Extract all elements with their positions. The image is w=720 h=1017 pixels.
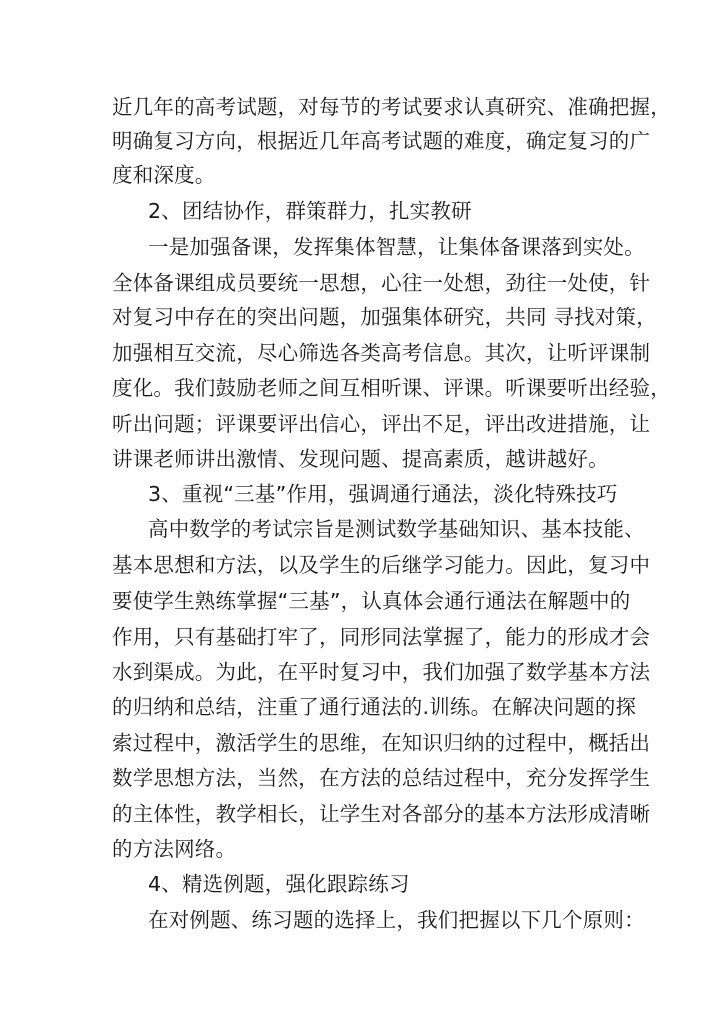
text-line: 的主体性，教学相长，让学生对各部分的基本方法形成清晰 <box>112 802 651 826</box>
text-line: 的方法网络。 <box>112 837 237 861</box>
section-heading: 3、重视“三基”作用，强调通行通法，淡化特殊技巧 <box>148 482 618 506</box>
section-heading: 2、团结协作，群策群力，扎实教研 <box>148 199 472 223</box>
section-heading: 4、精选例题，强化跟踪练习 <box>148 872 410 896</box>
text-line: 明确复习方向，根据近几年高考试题的难度，确定复习的广 <box>112 129 651 153</box>
text-line: 加强相互交流，尽心筛选各类高考信息。其次，让听评课制 <box>112 341 651 365</box>
text-line: 对复习中存在的突出问题，加强集体研究，共同 寻找对策， <box>112 305 657 329</box>
text-line: 水到渠成。为此，在平时复习中，我们加强了数学基本方法 <box>112 660 651 684</box>
text-line: 度化。我们鼓励老师之间互相听课、评课。听课要听出经验， <box>112 376 671 400</box>
text-line: 度和深度。 <box>112 163 216 187</box>
text-line: 在对例题、练习题的选择上，我们把握以下几个原则： <box>148 908 645 932</box>
text-line: 近几年的高考试题，对每节的考试要求认真研究、准确把握， <box>112 95 671 119</box>
text-line: 要使学生熟练掌握“三基”，认真体会通行通法在解题中的 <box>112 589 631 613</box>
text-line: 高中数学的考试宗旨是测试数学基础知识、基本技能、 <box>148 517 645 541</box>
text-line: 的归纳和总结，注重了通行通法的.训练。在解决问题的探 <box>112 695 637 719</box>
text-line: 作用，只有基础打牢了，同形同法掌握了，能力的形成才会 <box>112 625 651 649</box>
text-line: 全体备课组成员要统一思想，心往一处想，劲往一处使，针 <box>112 271 651 295</box>
text-line: 讲课老师讲出激情、发现问题、提高素质，越讲越好。 <box>112 447 609 471</box>
text-line: 基本思想和方法，以及学生的后继学习能力。因此，复习中 <box>112 553 651 577</box>
text-line: 一是加强备课，发挥集体智慧，让集体备课落到实处。 <box>148 235 645 259</box>
text-line: 数学思想方法，当然，在方法的总结过程中，充分发挥学生 <box>112 766 651 790</box>
text-line: 索过程中，激活学生的思维，在知识归纳的过程中，概括出 <box>112 731 651 755</box>
text-line: 听出问题；评课要评出信心，评出不足，评出改进措施，让 <box>112 412 651 436</box>
